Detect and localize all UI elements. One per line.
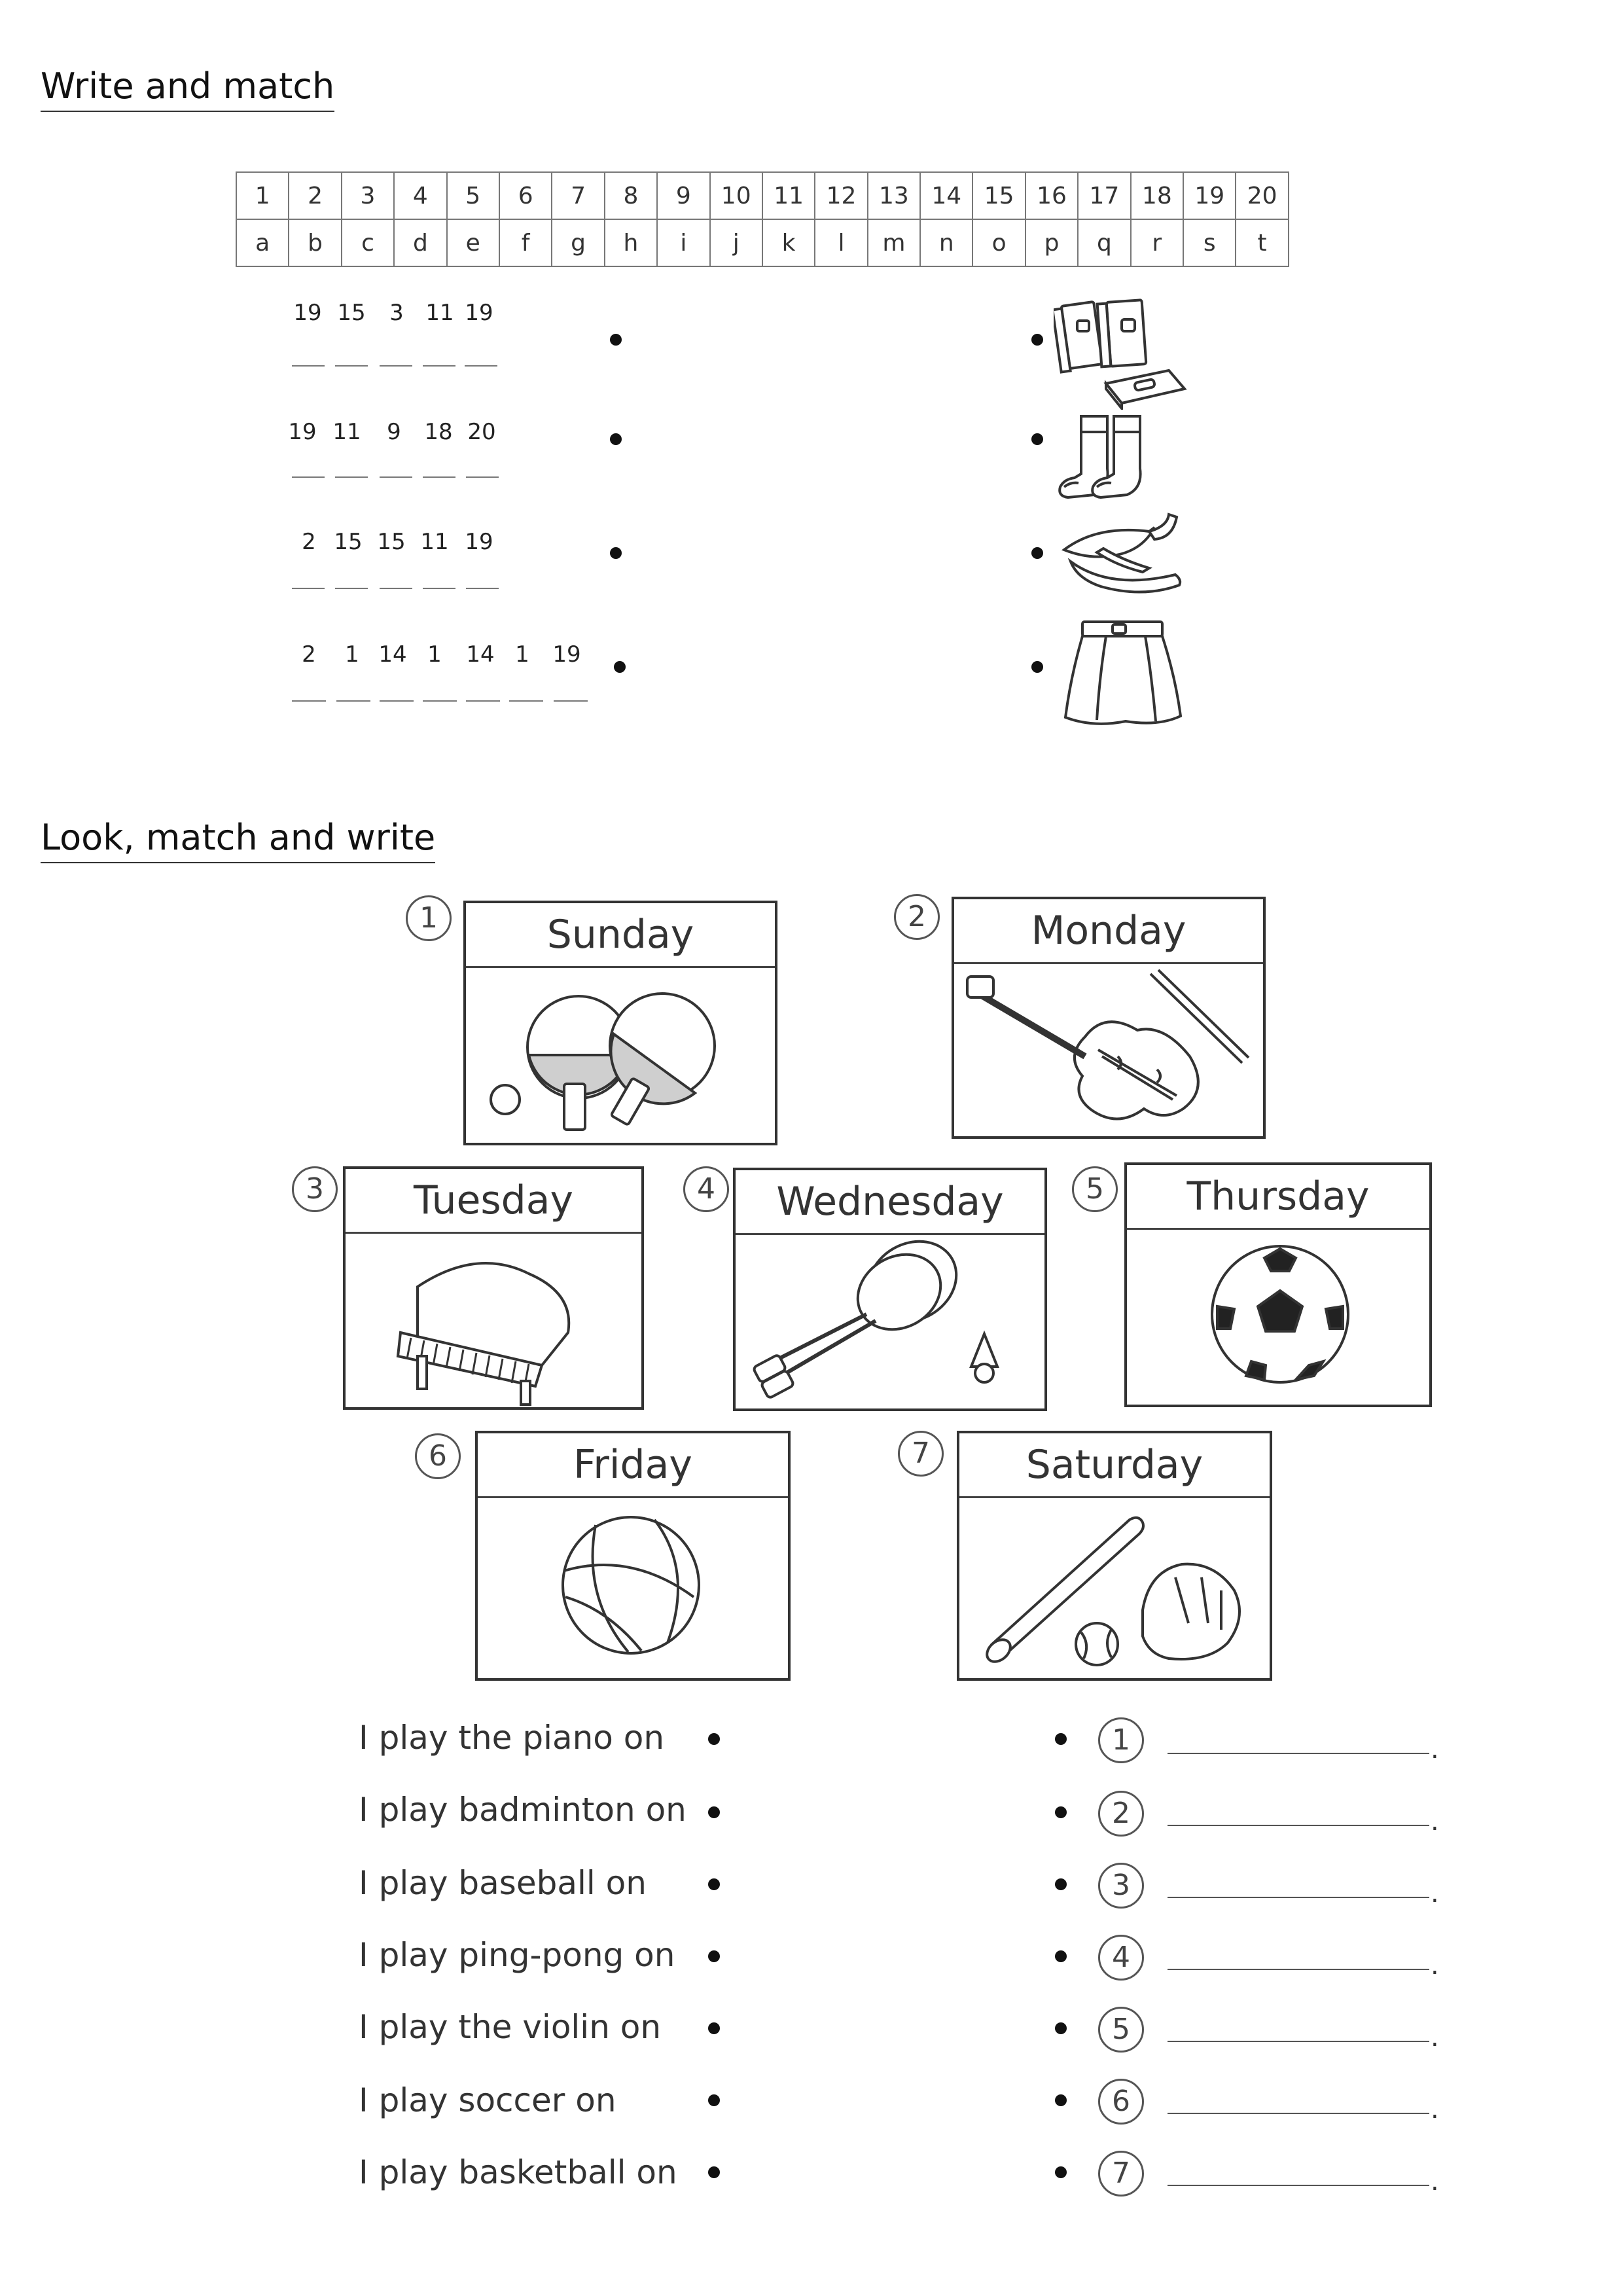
answer-blank[interactable]	[423, 588, 455, 589]
answer-blank[interactable]	[466, 476, 499, 478]
answer-blank[interactable]	[336, 700, 370, 702]
answer-blank[interactable]	[335, 365, 368, 367]
answer-line[interactable]	[1168, 2185, 1429, 2186]
answer-number-badge: 6	[1098, 2079, 1144, 2125]
sentence-period: .	[1431, 2166, 1439, 2197]
day-number-badge: 5	[1072, 1166, 1118, 1212]
match-dot-left[interactable]	[708, 2166, 720, 2178]
answer-blank[interactable]	[423, 700, 457, 702]
cipher-letter: b	[289, 219, 341, 266]
sentence-period: .	[1431, 1950, 1439, 1981]
day-label: Saturday	[1026, 1442, 1204, 1488]
answer-blank[interactable]	[554, 700, 588, 702]
match-dot-right[interactable]	[1055, 2094, 1067, 2106]
sentence-soccer: I play soccer on	[359, 2081, 616, 2119]
panel-header	[466, 903, 775, 968]
match-dot-right[interactable]	[1055, 1733, 1067, 1745]
code-digit: 19	[288, 419, 317, 445]
day-label: Friday	[573, 1442, 692, 1488]
day-number-badge: 1	[406, 895, 452, 941]
match-dot-right[interactable]	[1055, 1806, 1067, 1818]
sentence-period: .	[1431, 1878, 1439, 1909]
code-digit: 19	[552, 641, 581, 668]
cipher-letter: d	[394, 219, 446, 266]
panel-header	[1127, 1165, 1429, 1230]
answer-line[interactable]	[1168, 1969, 1429, 1970]
match-dot-left[interactable]	[610, 433, 622, 445]
day-panel-monday	[952, 897, 1266, 1139]
panel-header	[346, 1169, 641, 1234]
answer-blank[interactable]	[466, 588, 499, 589]
answer-number-badge: 4	[1098, 1935, 1144, 1981]
cipher-number-row	[236, 172, 1289, 219]
soccer-ball-icon	[1127, 1230, 1429, 1405]
cipher-number: 15	[972, 172, 1025, 219]
answer-blank[interactable]	[423, 476, 455, 478]
day-label: Wednesday	[776, 1179, 1004, 1225]
answer-line[interactable]	[1168, 2113, 1429, 2114]
cipher-letter: o	[972, 219, 1025, 266]
bananas-icon	[1051, 512, 1195, 597]
answer-blank[interactable]	[292, 700, 326, 702]
answer-blank[interactable]	[509, 700, 543, 702]
day-panel-saturday	[957, 1431, 1272, 1681]
cipher-number: 16	[1026, 172, 1078, 219]
answer-blank[interactable]	[380, 365, 412, 367]
cipher-letter: i	[657, 219, 709, 266]
match-dot-left[interactable]	[610, 547, 622, 559]
code-digit: 14	[378, 641, 407, 668]
match-dot-left[interactable]	[708, 1950, 720, 1962]
answer-number-badge: 7	[1098, 2151, 1144, 2197]
match-dot-left[interactable]	[708, 2022, 720, 2034]
ping-pong-paddles-icon	[466, 969, 775, 1143]
day-label: Thursday	[1186, 1174, 1370, 1219]
match-dot-right[interactable]	[1055, 2022, 1067, 2034]
cipher-number: 12	[815, 172, 867, 219]
socks-icon	[1055, 410, 1173, 508]
answer-line[interactable]	[1168, 2041, 1429, 2042]
answer-blank[interactable]	[423, 365, 455, 367]
cipher-letter: e	[447, 219, 499, 266]
code-digit: 15	[337, 300, 366, 326]
cipher-number: 7	[552, 172, 604, 219]
answer-number-badge: 3	[1098, 1863, 1144, 1909]
cipher-letter: j	[710, 219, 762, 266]
badminton-icon	[736, 1236, 1044, 1408]
answer-blank[interactable]	[292, 588, 325, 589]
answer-line[interactable]	[1168, 1897, 1429, 1898]
match-dot-right[interactable]	[1031, 334, 1043, 346]
cipher-number: 2	[289, 172, 341, 219]
answer-line[interactable]	[1168, 1825, 1429, 1826]
piano-icon	[346, 1234, 641, 1407]
match-dot-right[interactable]	[1031, 547, 1043, 559]
day-panel-wednesday	[733, 1168, 1047, 1411]
code-digit: 1	[427, 641, 442, 668]
code-digit: 14	[466, 641, 495, 668]
answer-line[interactable]	[1168, 1753, 1429, 1754]
code-digit: 1	[345, 641, 359, 668]
cipher-letter: t	[1236, 219, 1288, 266]
day-panel-friday	[475, 1431, 791, 1681]
match-dot-left[interactable]	[614, 661, 626, 673]
day-panel-thursday	[1124, 1162, 1432, 1407]
answer-blank[interactable]	[380, 476, 412, 478]
cipher-number: 19	[1183, 172, 1236, 219]
cipher-letter: c	[342, 219, 394, 266]
cipher-number: 13	[868, 172, 920, 219]
cipher-letter: f	[499, 219, 552, 266]
match-dot-right[interactable]	[1031, 661, 1043, 673]
answer-blank[interactable]	[292, 365, 325, 367]
panel-header	[736, 1170, 1044, 1235]
answer-blank[interactable]	[380, 700, 414, 702]
cipher-letter: n	[920, 219, 972, 266]
cipher-letter-row	[236, 219, 1289, 266]
cipher-number: 14	[920, 172, 972, 219]
day-number-badge: 2	[894, 894, 940, 940]
answer-blank[interactable]	[466, 700, 500, 702]
code-digit: 15	[334, 529, 363, 555]
answer-number-badge: 2	[1098, 1791, 1144, 1837]
match-dot-right[interactable]	[1055, 2166, 1067, 2178]
match-dot-left[interactable]	[708, 2094, 720, 2106]
cipher-letter: l	[815, 219, 867, 266]
cipher-letter: s	[1183, 219, 1236, 266]
answer-blank[interactable]	[335, 588, 368, 589]
cipher-number: 5	[447, 172, 499, 219]
violin-icon	[954, 965, 1263, 1136]
cipher-number: 20	[1236, 172, 1288, 219]
skirt-icon	[1060, 618, 1191, 729]
cipher-letter: k	[762, 219, 815, 266]
code-digit: 20	[467, 419, 496, 445]
answer-blank[interactable]	[380, 588, 412, 589]
section-title-write-and-match: Write and match	[41, 65, 334, 112]
match-dot-left[interactable]	[708, 1733, 720, 1745]
panel-header	[959, 1433, 1270, 1498]
day-label: Monday	[1031, 908, 1186, 954]
sentence-badminton: I play badminton on	[359, 1791, 687, 1829]
cipher-number: 3	[342, 172, 394, 219]
match-dot-right[interactable]	[1055, 1950, 1067, 1962]
sentence-period: .	[1431, 2022, 1439, 2053]
code-digit: 15	[377, 529, 406, 555]
code-digit: 9	[387, 419, 401, 445]
match-dot-left[interactable]	[708, 1806, 720, 1818]
match-dot-right[interactable]	[1031, 433, 1043, 445]
section-title-look-match-write: Look, match and write	[41, 817, 435, 863]
answer-number-badge: 5	[1098, 2007, 1144, 2053]
sentence-basketball: I play basketball on	[359, 2153, 677, 2191]
code-digit: 2	[302, 641, 316, 668]
cipher-letter: q	[1078, 219, 1130, 266]
sentence-ping-pong: I play ping-pong on	[359, 1936, 675, 1974]
answer-blank[interactable]	[465, 365, 497, 367]
day-label: Tuesday	[413, 1177, 574, 1223]
sentence-piano: I play the piano on	[359, 1719, 665, 1757]
cipher-number: 8	[605, 172, 657, 219]
cipher-number: 9	[657, 172, 709, 219]
basketball-icon	[478, 1499, 788, 1678]
cipher-letter: m	[868, 219, 920, 266]
cipher-letter: p	[1026, 219, 1078, 266]
day-number-badge: 4	[683, 1166, 729, 1212]
day-label: Sunday	[546, 912, 694, 958]
books-icon	[1054, 285, 1198, 410]
answer-blank[interactable]	[292, 476, 325, 478]
match-dot-left[interactable]	[708, 1878, 720, 1890]
day-panel-sunday	[463, 901, 777, 1145]
cipher-table	[236, 171, 1289, 267]
code-digit: 19	[465, 300, 493, 326]
code-digit: 2	[302, 529, 316, 555]
code-digit: 11	[420, 529, 449, 555]
code-digit: 1	[515, 641, 529, 668]
sentence-period: .	[1431, 2094, 1439, 2125]
cipher-number: 4	[394, 172, 446, 219]
cipher-number: 17	[1078, 172, 1130, 219]
day-panel-tuesday	[343, 1166, 644, 1410]
code-digit: 19	[293, 300, 322, 326]
day-number-badge: 3	[292, 1166, 338, 1212]
code-digit: 11	[332, 419, 361, 445]
cipher-number: 18	[1131, 172, 1183, 219]
cipher-letter: h	[605, 219, 657, 266]
cipher-letter: r	[1131, 219, 1183, 266]
panel-header	[954, 899, 1263, 964]
answer-number-badge: 1	[1098, 1717, 1144, 1763]
cipher-letter: g	[552, 219, 604, 266]
cipher-number: 1	[236, 172, 289, 219]
match-dot-left[interactable]	[610, 334, 622, 346]
sentence-violin: I play the violin on	[359, 2008, 662, 2046]
day-number-badge: 7	[898, 1431, 944, 1477]
code-digit: 18	[424, 419, 453, 445]
sentence-baseball: I play baseball on	[359, 1864, 647, 1902]
sentence-period: .	[1431, 1734, 1439, 1765]
cipher-number: 11	[762, 172, 815, 219]
sentence-period: .	[1431, 1806, 1439, 1837]
code-digit: 3	[389, 300, 404, 326]
panel-header	[478, 1433, 788, 1498]
code-digit: 19	[465, 529, 493, 555]
match-dot-right[interactable]	[1055, 1878, 1067, 1890]
cipher-letter: a	[236, 219, 289, 266]
answer-blank[interactable]	[335, 476, 368, 478]
cipher-number: 10	[710, 172, 762, 219]
baseball-icon	[959, 1499, 1270, 1678]
cipher-number: 6	[499, 172, 552, 219]
day-number-badge: 6	[415, 1433, 461, 1479]
code-digit: 11	[425, 300, 454, 326]
